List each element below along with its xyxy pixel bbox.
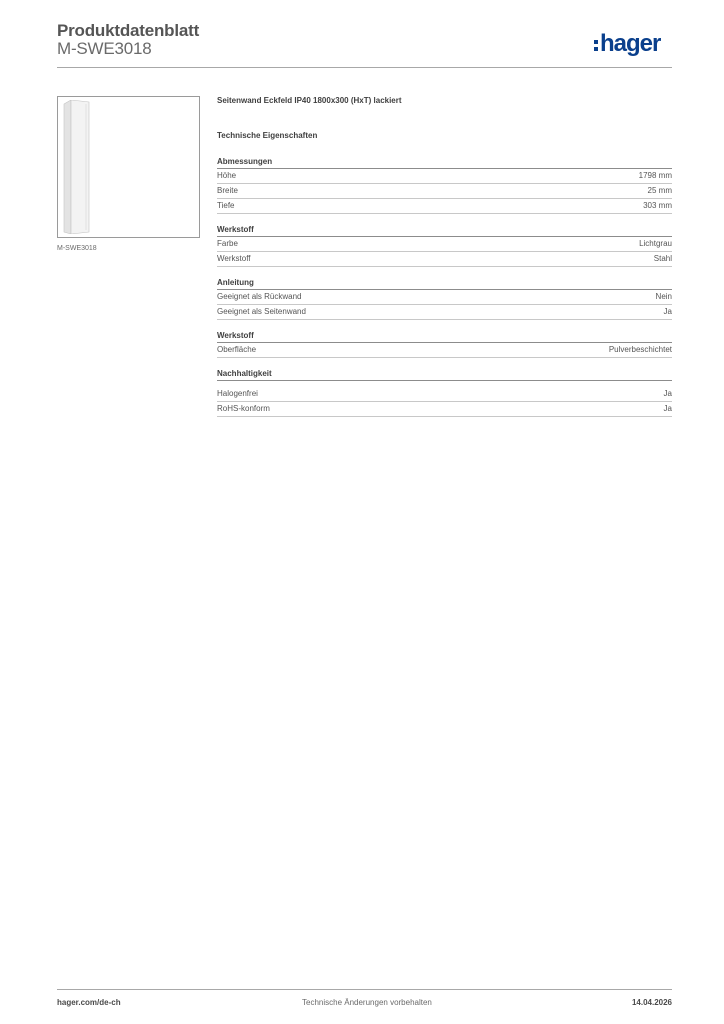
group-title: Anleitung [217, 277, 672, 290]
property-row [217, 290, 672, 305]
property-label: Höhe [217, 171, 237, 180]
property-value: Nein [655, 292, 672, 301]
image-caption: M-SWE3018 [57, 245, 97, 252]
property-label: Tiefe [217, 201, 235, 210]
product-name: Seitenwand Eckfeld IP40 1800x300 (HxT) lackiert [217, 96, 402, 105]
product-image-frame [57, 96, 200, 238]
property-value: Stahl [653, 254, 672, 263]
property-row [217, 343, 672, 358]
footer-notice: Technische Änderungen vorbehalten [302, 998, 432, 1007]
property-value: Ja [663, 307, 672, 316]
property-row [217, 305, 672, 320]
property-group-nachhaltigkeit [217, 368, 672, 417]
property-value: Ja [663, 404, 672, 413]
property-label: Farbe [217, 239, 238, 248]
property-group-anleitung [217, 277, 672, 320]
property-group-werkstoff [217, 224, 672, 267]
side-panel-image [62, 100, 196, 234]
property-group-abmessungen [217, 156, 672, 214]
footer-date: 14.04.2026 [631, 998, 672, 1007]
logo-text: hager [600, 30, 661, 57]
section-title: Technische Eigenschaften [217, 131, 318, 140]
hager-logo[interactable] [594, 30, 660, 58]
property-group-werkstoff-oberflaeche [217, 330, 672, 358]
property-label: Oberfläche [217, 345, 257, 354]
property-row [217, 387, 672, 402]
group-title: Werkstoff [217, 330, 672, 343]
property-value: 1798 mm [638, 171, 672, 180]
group-title: Nachhaltigkeit [217, 368, 672, 381]
page-title: Produktdatenblatt [57, 21, 200, 40]
property-value: 25 mm [647, 186, 672, 195]
product-code: M-SWE3018 [57, 39, 152, 58]
property-value: Pulverbeschichtet [608, 345, 672, 354]
group-title: Werkstoff [217, 224, 672, 237]
property-label: Breite [217, 186, 238, 195]
property-row [217, 199, 672, 214]
property-row [217, 169, 672, 184]
property-row [217, 252, 672, 267]
property-label: Halogenfrei [217, 389, 258, 398]
property-label: Geeignet als Seitenwand [217, 307, 306, 316]
property-row [217, 402, 672, 417]
property-row [217, 184, 672, 199]
footer-divider [57, 989, 672, 990]
properties-content [217, 95, 672, 417]
property-label: RoHS-konform [217, 404, 270, 413]
property-row [217, 237, 672, 252]
property-value: Lichtgrau [639, 239, 672, 248]
property-value: 303 mm [643, 201, 672, 210]
footer-website-link[interactable]: hager.com/de-ch [57, 998, 121, 1007]
group-title: Abmessungen [217, 156, 672, 169]
property-value: Ja [663, 389, 672, 398]
property-label: Werkstoff [217, 254, 251, 263]
logo-colon-icon [594, 40, 598, 51]
property-label: Geeignet als Rückwand [217, 292, 302, 301]
header-divider [57, 67, 672, 68]
